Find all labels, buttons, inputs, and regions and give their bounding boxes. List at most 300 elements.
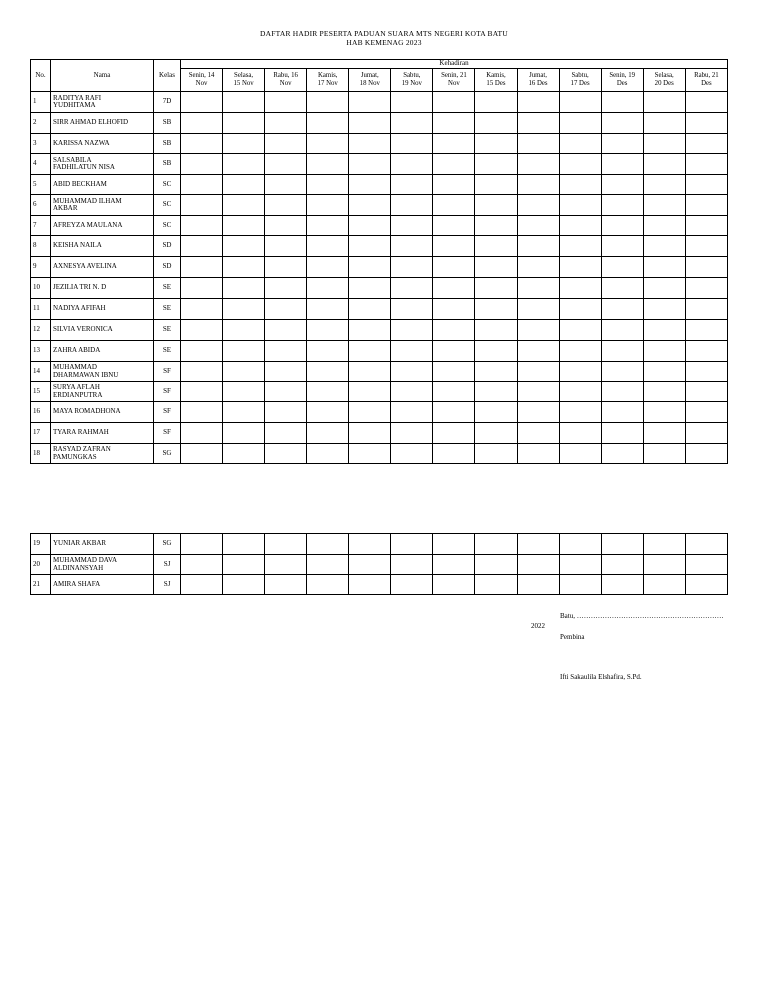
attendance-cell [349, 257, 391, 278]
attendance-cell [517, 195, 559, 216]
row-number: 14 [31, 362, 51, 382]
attendance-cell [181, 278, 223, 299]
attendance-cell [559, 444, 601, 464]
attendance-cell [475, 423, 517, 444]
attendance-cell [601, 278, 643, 299]
row-number: 5 [31, 175, 51, 195]
attendance-cell [559, 575, 601, 595]
student-name [51, 257, 154, 278]
attendance-cell [181, 534, 223, 555]
student-name [51, 575, 154, 595]
student-name-line-2: DHARMAWAN IBNU [53, 370, 119, 379]
attendance-cell [559, 113, 601, 134]
table-row [31, 575, 728, 595]
attendance-cell [265, 575, 307, 595]
attendance-cell [265, 236, 307, 257]
attendance-cell [265, 382, 307, 402]
attendance-cell [643, 444, 685, 464]
attendance-cell [433, 444, 475, 464]
attendance-cell [643, 134, 685, 154]
table-row [31, 154, 728, 175]
attendance-cell [181, 423, 223, 444]
attendance-cell [349, 402, 391, 423]
attendance-cell [307, 320, 349, 341]
attendance-cell [559, 534, 601, 555]
row-number: 6 [31, 195, 51, 216]
attendance-cell [433, 92, 475, 113]
attendance-cell [433, 382, 475, 402]
attendance-cell [643, 113, 685, 134]
document-title [0, 29, 768, 47]
attendance-cell [517, 134, 559, 154]
attendance-cell [559, 216, 601, 236]
attendance-cell [265, 134, 307, 154]
attendance-cell [685, 257, 727, 278]
student-name-line-1: JEZILIA TRI N. D [53, 283, 107, 292]
table-row [31, 299, 728, 320]
attendance-cell [307, 575, 349, 595]
student-name-line-2: PAMUNGKAS [53, 452, 97, 461]
attendance-cell [685, 320, 727, 341]
row-number: 16 [31, 402, 51, 423]
attendance-cell [433, 175, 475, 195]
attendance-cell [685, 382, 727, 402]
attendance-cell [685, 216, 727, 236]
attendance-cell [559, 175, 601, 195]
attendance-cell [601, 175, 643, 195]
attendance-cell [349, 362, 391, 382]
student-class: SE [154, 320, 181, 341]
attendance-cell [475, 154, 517, 175]
student-class: SF [154, 382, 181, 402]
date-header [601, 69, 643, 92]
attendance-cell [643, 575, 685, 595]
attendance-cell [433, 575, 475, 595]
attendance-cell [433, 299, 475, 320]
attendance-cell [391, 362, 433, 382]
attendance-cell [223, 341, 265, 362]
attendance-cell [181, 113, 223, 134]
attendance-cell [517, 575, 559, 595]
student-class: SE [154, 299, 181, 320]
attendance-cell [601, 555, 643, 575]
signature-role: Pembina [560, 633, 585, 641]
attendance-cell [349, 299, 391, 320]
date-header-line-1: Selasa, [654, 72, 674, 79]
student-name-line-1: AFREYZA MAULANA [53, 220, 123, 229]
date-header [307, 69, 349, 92]
attendance-cell [559, 423, 601, 444]
attendance-cell [391, 402, 433, 423]
attendance-cell [601, 216, 643, 236]
attendance-cell [601, 134, 643, 154]
attendance-cell [475, 382, 517, 402]
table-row [31, 257, 728, 278]
attendance-cell [685, 175, 727, 195]
student-class: SC [154, 195, 181, 216]
attendance-cell [559, 362, 601, 382]
attendance-cell [475, 257, 517, 278]
attendance-cell [349, 278, 391, 299]
attendance-cell [517, 423, 559, 444]
attendance-cell [223, 444, 265, 464]
attendance-cell [181, 236, 223, 257]
attendance-cell [349, 444, 391, 464]
attendance-cell [517, 113, 559, 134]
student-name-line-1: ABID BECKHAM [53, 179, 107, 188]
title-line-1: DAFTAR HADIR PESERTA PADUAN SUARA MTS NEGERI KOTA BATU [260, 29, 508, 38]
attendance-cell [223, 195, 265, 216]
attendance-cell [349, 134, 391, 154]
attendance-cell [265, 257, 307, 278]
attendance-cell [391, 154, 433, 175]
attendance-cell [559, 299, 601, 320]
attendance-cell [307, 257, 349, 278]
date-header-line-2: Nov [448, 80, 460, 87]
table-row [31, 534, 728, 555]
attendance-cell [223, 362, 265, 382]
row-number: 4 [31, 154, 51, 175]
table-row [31, 423, 728, 444]
signature-place: Batu, ……………………………………………………… [560, 612, 724, 620]
attendance-cell [643, 555, 685, 575]
attendance-cell [433, 423, 475, 444]
row-number: 10 [31, 278, 51, 299]
attendance-cell [349, 555, 391, 575]
student-name [51, 154, 154, 175]
attendance-cell [601, 423, 643, 444]
student-name [51, 382, 154, 402]
student-name-line-1: TYARA RAHMAH [53, 428, 109, 437]
header-no: No. [31, 60, 51, 92]
attendance-cell [307, 195, 349, 216]
attendance-cell [349, 534, 391, 555]
attendance-cell [391, 113, 433, 134]
table-row [31, 382, 728, 402]
attendance-cell [643, 236, 685, 257]
attendance-cell [559, 382, 601, 402]
attendance-rows-page-1 [31, 92, 728, 464]
student-class: SE [154, 278, 181, 299]
attendance-cell [643, 382, 685, 402]
date-header-line-1: Kamis, [317, 72, 338, 79]
date-header [391, 69, 433, 92]
attendance-cell [265, 113, 307, 134]
student-name [51, 113, 154, 134]
attendance-cell [685, 195, 727, 216]
student-name [51, 444, 154, 464]
attendance-cell [517, 154, 559, 175]
attendance-cell [643, 362, 685, 382]
attendance-cell [349, 113, 391, 134]
student-class: 7D [154, 92, 181, 113]
attendance-cell [517, 92, 559, 113]
date-header-line-1: Jumat, [360, 72, 379, 79]
attendance-cell [433, 278, 475, 299]
attendance-cell [265, 444, 307, 464]
attendance-cell [223, 134, 265, 154]
attendance-cell [559, 320, 601, 341]
attendance-cell [181, 402, 223, 423]
attendance-cell [307, 555, 349, 575]
date-header-line-1: Senin, 14 [188, 72, 215, 79]
student-name [51, 534, 154, 555]
row-number: 18 [31, 444, 51, 464]
attendance-cell [601, 195, 643, 216]
attendance-cell [181, 195, 223, 216]
attendance-cell [181, 341, 223, 362]
student-name-line-2: ALDINANSYAH [53, 563, 104, 572]
row-number: 12 [31, 320, 51, 341]
attendance-cell [685, 236, 727, 257]
attendance-cell [517, 555, 559, 575]
attendance-cell [265, 555, 307, 575]
attendance-cell [181, 320, 223, 341]
attendance-cell [307, 278, 349, 299]
attendance-cell [559, 154, 601, 175]
student-name-line-1: SIRR AHMAD ELHOFID [53, 118, 129, 127]
row-number: 20 [31, 555, 51, 575]
attendance-table-page-1 [30, 59, 728, 464]
attendance-cell [643, 175, 685, 195]
title-line-2: HAB KEMENAG 2023 [346, 38, 422, 47]
attendance-cell [223, 423, 265, 444]
attendance-cell [391, 236, 433, 257]
student-class: SB [154, 154, 181, 175]
table-row [31, 341, 728, 362]
attendance-cell [475, 299, 517, 320]
attendance-cell [475, 92, 517, 113]
date-header-line-1: Rabu, 21 [694, 72, 719, 79]
student-name-line-2: YUDHITAMA [53, 101, 96, 109]
attendance-cell [685, 113, 727, 134]
table-row [31, 134, 728, 154]
row-number: 7 [31, 216, 51, 236]
date-header-line-1: Sabtu, [403, 72, 421, 79]
attendance-cell [307, 341, 349, 362]
table-row [31, 216, 728, 236]
student-name-line-1: KEISHA NAILA [53, 241, 102, 250]
attendance-cell [559, 134, 601, 154]
attendance-cell [433, 195, 475, 216]
attendance-cell [307, 92, 349, 113]
attendance-cell [181, 382, 223, 402]
attendance-cell [601, 154, 643, 175]
attendance-cell [181, 575, 223, 595]
student-name-line-1: RASYAD ZAFRAN [53, 445, 111, 453]
attendance-cell [601, 113, 643, 134]
date-header [685, 69, 727, 92]
attendance-cell [307, 402, 349, 423]
student-class: SB [154, 134, 181, 154]
attendance-cell [391, 278, 433, 299]
student-name [51, 216, 154, 236]
table-row [31, 278, 728, 299]
student-class: SD [154, 236, 181, 257]
attendance-cell [349, 154, 391, 175]
attendance-cell [223, 402, 265, 423]
attendance-cell [181, 92, 223, 113]
attendance-cell [265, 278, 307, 299]
attendance-cell [391, 341, 433, 362]
student-class: SC [154, 175, 181, 195]
student-class: SJ [154, 555, 181, 575]
date-header-line-1: Jumat, [529, 72, 547, 79]
attendance-cell [265, 195, 307, 216]
table-row [31, 362, 728, 382]
student-class: SB [154, 113, 181, 134]
attendance-cell [391, 299, 433, 320]
table-row [31, 175, 728, 195]
attendance-cell [349, 236, 391, 257]
attendance-cell [391, 195, 433, 216]
attendance-cell [265, 299, 307, 320]
student-name [51, 175, 154, 195]
student-class: SE [154, 341, 181, 362]
attendance-cell [433, 555, 475, 575]
signature-year: 2022 [531, 622, 545, 630]
date-header-line-2: 15 Des [486, 80, 506, 87]
attendance-cell [223, 175, 265, 195]
student-name-line-2: ERDIANPUTRA [53, 390, 103, 399]
student-name-line-1: KARISSA NAZWA [53, 138, 110, 147]
attendance-cell [391, 257, 433, 278]
attendance-cell [181, 555, 223, 575]
attendance-cell [475, 341, 517, 362]
student-name [51, 362, 154, 382]
date-header-line-2: 19 Nov [401, 80, 422, 87]
date-header [559, 69, 601, 92]
header-nama: Nama [51, 60, 154, 92]
attendance-cell [643, 278, 685, 299]
attendance-rows-page-2 [31, 534, 728, 595]
attendance-cell [265, 175, 307, 195]
attendance-cell [517, 278, 559, 299]
attendance-cell [601, 444, 643, 464]
table-row [31, 195, 728, 216]
row-number: 1 [31, 92, 51, 113]
attendance-cell [559, 402, 601, 423]
attendance-cell [517, 341, 559, 362]
student-name-line-1: NADIYA AFIFAH [53, 304, 106, 313]
student-name [51, 195, 154, 216]
attendance-cell [643, 216, 685, 236]
attendance-cell [517, 320, 559, 341]
attendance-cell [265, 92, 307, 113]
date-header [181, 69, 223, 92]
attendance-cell [475, 444, 517, 464]
attendance-cell [223, 278, 265, 299]
student-name-line-1: MUHAMMAD DAVA [53, 556, 118, 564]
attendance-cell [643, 92, 685, 113]
student-name [51, 402, 154, 423]
attendance-cell [559, 195, 601, 216]
date-header [643, 69, 685, 92]
row-number: 17 [31, 423, 51, 444]
date-header-line-2: Nov [195, 80, 208, 87]
attendance-cell [475, 575, 517, 595]
student-name-line-1: SILVIA VERONICA [53, 325, 113, 334]
date-header-line-1: Selasa, [234, 72, 254, 79]
header-kelas: Kelas [154, 60, 181, 92]
attendance-cell [181, 362, 223, 382]
attendance-cell [601, 382, 643, 402]
date-header-line-2: Des [616, 80, 628, 87]
attendance-cell [559, 236, 601, 257]
attendance-cell [223, 92, 265, 113]
student-name-line-1: SURYA AFLAH [53, 383, 100, 391]
attendance-cell [685, 575, 727, 595]
attendance-cell [601, 534, 643, 555]
date-header-line-1: Sabtu, [571, 72, 589, 79]
attendance-cell [601, 320, 643, 341]
date-header [433, 69, 475, 92]
attendance-cell [307, 299, 349, 320]
attendance-cell [475, 216, 517, 236]
attendance-cell [475, 236, 517, 257]
attendance-cell [517, 382, 559, 402]
student-name-line-1: AMIRA SHAFA [53, 579, 101, 588]
attendance-cell [643, 299, 685, 320]
attendance-cell [475, 134, 517, 154]
attendance-cell [433, 134, 475, 154]
attendance-cell [223, 555, 265, 575]
attendance-cell [349, 195, 391, 216]
attendance-cell [307, 113, 349, 134]
attendance-cell [685, 92, 727, 113]
date-header-line-2: 20 Des [654, 80, 674, 87]
student-name [51, 278, 154, 299]
row-number: 8 [31, 236, 51, 257]
table-row [31, 555, 728, 575]
table-row [31, 236, 728, 257]
attendance-cell [223, 320, 265, 341]
attendance-cell [517, 402, 559, 423]
attendance-cell [181, 257, 223, 278]
attendance-cell [601, 575, 643, 595]
attendance-cell [391, 382, 433, 402]
attendance-cell [475, 195, 517, 216]
attendance-cell [601, 236, 643, 257]
student-name-line-2: AKBAR [53, 204, 78, 212]
table-row [31, 92, 728, 113]
attendance-cell [307, 216, 349, 236]
attendance-cell [391, 92, 433, 113]
attendance-cell [475, 534, 517, 555]
attendance-cell [349, 423, 391, 444]
attendance-cell [643, 320, 685, 341]
row-number: 19 [31, 534, 51, 555]
attendance-cell [349, 175, 391, 195]
attendance-cell [181, 216, 223, 236]
attendance-cell [307, 382, 349, 402]
student-name-line-1: MAYA ROMADHONA [53, 407, 121, 416]
student-name-line-1: ZAHRA ABIDA [53, 346, 101, 355]
attendance-cell [517, 216, 559, 236]
attendance-cell [307, 236, 349, 257]
attendance-cell [391, 575, 433, 595]
attendance-cell [265, 362, 307, 382]
row-number: 11 [31, 299, 51, 320]
attendance-cell [433, 216, 475, 236]
attendance-cell [643, 534, 685, 555]
attendance-cell [433, 113, 475, 134]
date-header [265, 69, 307, 92]
attendance-cell [265, 402, 307, 423]
date-header-line-1: Rabu, 16 [273, 72, 298, 79]
attendance-cell [517, 299, 559, 320]
row-number: 3 [31, 134, 51, 154]
